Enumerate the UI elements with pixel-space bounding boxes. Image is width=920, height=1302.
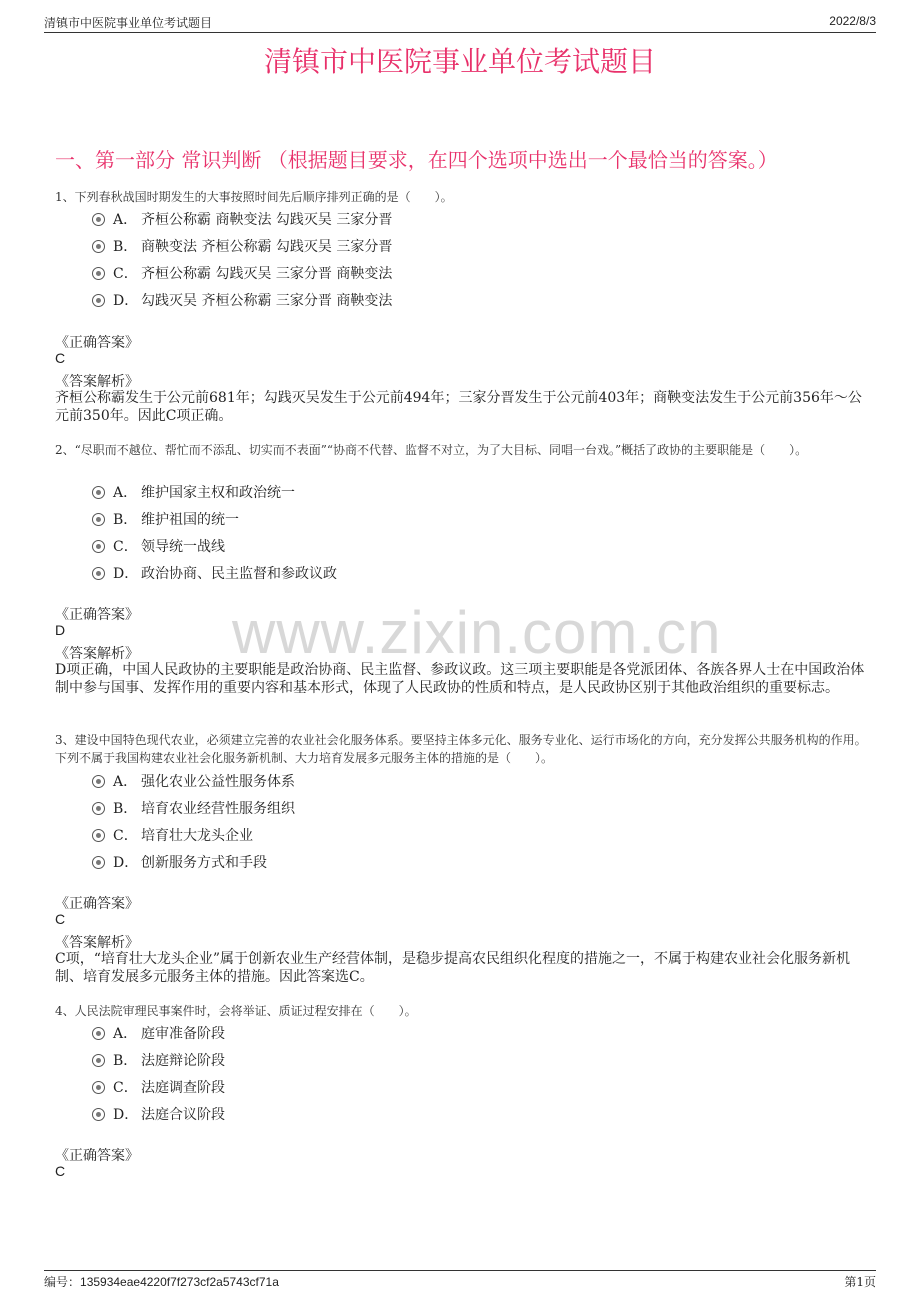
option-c[interactable]: C． 领导统一战线 xyxy=(92,536,225,556)
radio-icon[interactable] xyxy=(92,240,105,253)
option-d[interactable]: D． 政治协商、民主监督和参政议政 xyxy=(92,563,337,583)
header-date: 2022/8/3 xyxy=(829,14,876,28)
answer-label: 《正确答案》 xyxy=(55,1148,139,1164)
option-a[interactable]: A． 齐桓公称霸 商鞅变法 勾践灭吴 三家分晋 xyxy=(92,209,392,229)
radio-icon[interactable] xyxy=(92,775,105,788)
radio-icon[interactable] xyxy=(92,486,105,499)
option-b[interactable]: B． 培育农业经营性服务组织 xyxy=(92,798,295,818)
radio-icon[interactable] xyxy=(92,1108,105,1121)
radio-icon[interactable] xyxy=(92,829,105,842)
radio-icon[interactable] xyxy=(92,856,105,869)
answer-label: 《正确答案》 xyxy=(55,896,139,912)
option-d[interactable]: D． 勾践灭吴 齐桓公称霸 三家分晋 商鞅变法 xyxy=(92,290,392,310)
answer-label: 《正确答案》 xyxy=(55,607,139,623)
question-text: 3、建设中国特色现代农业，必须建立完善的农业社会化服务体系。要坚持主体多元化、服务专业化、运行市场化的方向，充分发挥公共服务机构的作用。下列不属于我国构建农业社会化服务新机制、大力培育发展多元服务主体的措施的是（ ）。 xyxy=(55,733,867,765)
footer-code: 编号：135934eae4220f7f273cf2a5743cf71a xyxy=(44,1275,279,1289)
option-a[interactable]: A． 庭审准备阶段 xyxy=(92,1023,225,1043)
option-d[interactable]: D． 创新服务方式和手段 xyxy=(92,852,267,872)
watermark: www.zixin.com.cn xyxy=(232,599,722,666)
analysis-text: C项，“培育壮大龙头企业”属于创新农业生产经营体制，是稳步提高农民组织化程度的措施之一，不属于构建农业社会化服务新机制、培育发展多元服务主体的措施。因此答案选C。 xyxy=(55,951,851,985)
question-text: 1、下列春秋战国时期发生的大事按照时间先后顺序排列正确的是（ ）。 xyxy=(55,190,453,204)
answer-value: C xyxy=(55,1163,66,1179)
option-b[interactable]: B． 商鞅变法 齐桓公称霸 勾践灭吴 三家分晋 xyxy=(92,236,392,256)
analysis-label: 《答案解析》 xyxy=(55,646,139,662)
radio-icon[interactable] xyxy=(92,213,105,226)
option-c[interactable]: C． 法庭调查阶段 xyxy=(92,1077,225,1097)
radio-icon[interactable] xyxy=(92,513,105,526)
answer-value: C xyxy=(55,350,66,366)
question-text: 4、人民法院审理民事案件时，会将举证、质证过程安排在（ ）。 xyxy=(55,1004,417,1018)
radio-icon[interactable] xyxy=(92,1081,105,1094)
question-text: 2、“尽职而不越位、帮忙而不添乱、切实而不表面”“协商不代替、监督不对立，为了大目标、同唱一台戏。”概括了政协的主要职能是（ ）。 xyxy=(55,443,808,457)
analysis-text: D项正确，中国人民政协的主要职能是政治协商、民主监督、参政议政。这三项主要职能是各党派团体、各族各界人士在中国政治体制中参与国事、发挥作用的重要内容和基本形式，体现了人民政协的性质和特点，是人民政协区别于其他政治组织的重要标志。 xyxy=(55,662,865,696)
page-header xyxy=(44,12,876,33)
page-title: 清镇市中医院事业单位考试题目 xyxy=(263,45,656,78)
radio-icon[interactable] xyxy=(92,267,105,280)
radio-icon[interactable] xyxy=(92,802,105,815)
option-a[interactable]: A． 维护国家主权和政治统一 xyxy=(92,482,295,502)
section-heading: 一、第一部分 常识判断 （根据题目要求，在四个选项中选出一个最恰当的答案。） xyxy=(55,148,778,172)
analysis-label: 《答案解析》 xyxy=(55,935,139,951)
analysis-label: 《答案解析》 xyxy=(55,374,139,390)
answer-value: D xyxy=(55,622,66,638)
header-doc-title: 清镇市中医院事业单位考试题目 xyxy=(44,16,213,30)
option-c[interactable]: C． 培育壮大龙头企业 xyxy=(92,825,253,845)
answer-label: 《正确答案》 xyxy=(55,335,139,351)
answer-value: C xyxy=(55,911,66,927)
analysis-text: 齐桓公称霸发生于公元前681年；勾践灭吴发生于公元前494年；三家分晋发生于公元前403年；商鞅变法发生于公元前356年～公元前350年。因此C项正确。 xyxy=(55,390,862,424)
page-footer xyxy=(44,1270,876,1291)
option-c[interactable]: C． 齐桓公称霸 勾践灭吴 三家分晋 商鞅变法 xyxy=(92,263,392,283)
option-d[interactable]: D． 法庭合议阶段 xyxy=(92,1104,225,1124)
option-b[interactable]: B． 维护祖国的统一 xyxy=(92,509,239,529)
radio-icon[interactable] xyxy=(92,1027,105,1040)
radio-icon[interactable] xyxy=(92,567,105,580)
page-number: 第1页 xyxy=(844,1275,876,1289)
option-a[interactable]: A． 强化农业公益性服务体系 xyxy=(92,771,295,791)
option-b[interactable]: B． 法庭辩论阶段 xyxy=(92,1050,225,1070)
radio-icon[interactable] xyxy=(92,540,105,553)
radio-icon[interactable] xyxy=(92,1054,105,1067)
radio-icon[interactable] xyxy=(92,294,105,307)
